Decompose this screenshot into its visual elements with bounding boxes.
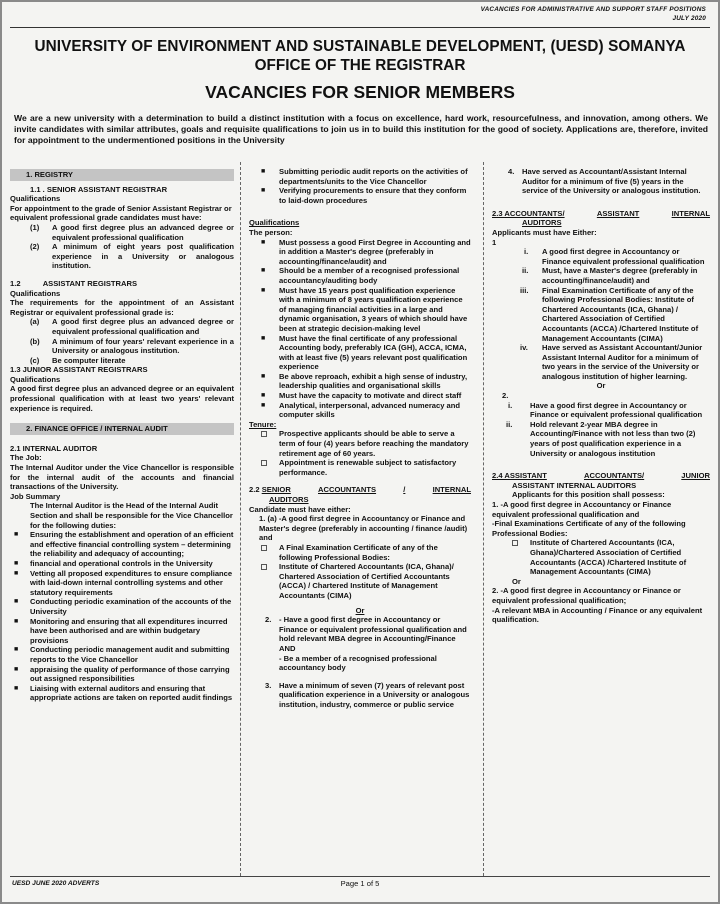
- item-text: - Have a good first degree in Accountancy or Finance or equivalent professional qualification and hold relevant MBA degree in Accounting/Finance AND: [279, 615, 467, 653]
- paragraph: Applicants must have Either:: [492, 227, 597, 237]
- list-item: [249, 372, 471, 391]
- list-item: [10, 559, 234, 569]
- list-item: [492, 420, 710, 458]
- item-text: A minimum of eight years post qualification experience in a University or analogous institution.: [52, 242, 234, 271]
- item-text: appraising the quality of performance of those carrying out assigned responsibilities: [30, 664, 230, 684]
- item-text: - Be a member of a recognised professional accountancy body: [279, 653, 437, 673]
- item-text: Vetting all proposed expenditures to ensure compliance with laid-down internal controlling systems and other statutory requirements: [30, 568, 233, 597]
- list-item: [10, 223, 234, 242]
- bullet-icon: ■: [14, 569, 19, 577]
- list-item: [249, 238, 471, 267]
- subsection-title: 1.1 . SENIOR ASSISTANT REGISTRAR: [30, 184, 168, 194]
- item-text: Ensuring the establishment and operation of an efficient and effective financial controlling system – determining the reliability and adequacy of accounting;: [30, 530, 234, 559]
- list-item: [10, 317, 234, 336]
- list-item: [10, 665, 234, 684]
- bullet-icon: ■: [261, 372, 266, 380]
- checkbox-icon: [261, 460, 267, 466]
- or-separator: Or: [512, 576, 521, 586]
- bullet-icon: ■: [261, 334, 266, 342]
- bullet-icon: ■: [261, 392, 266, 400]
- item-text: Be computer literate: [52, 355, 126, 365]
- footer-label: UESD JUNE 2020 ADVERTS: [12, 880, 100, 887]
- top-header-line1: VACANCIES FOR ADMINISTRATIVE AND SUPPORT STAFF POSITIONS: [480, 6, 706, 13]
- subsection-label: ASSISTANT REGISTRARS: [42, 278, 138, 288]
- item-text: Submitting periodic audit reports on the activities of departments/units to the Vice Chancellor: [279, 167, 468, 186]
- list-item: [249, 458, 471, 477]
- list-item: [492, 247, 710, 266]
- section-heading-registry: 1. REGISTRY: [10, 169, 234, 181]
- checkbox-icon: [261, 431, 267, 437]
- subsection-title: [492, 209, 710, 219]
- item-text: Institute of Chartered Accountants (ICA, Ghana)/ Chartered Association of Certified Accountants (ACCA) / Chartered Institute of Management Accountants (CIMA): [279, 562, 454, 600]
- top-rule: [10, 27, 710, 28]
- item-number: (a): [30, 317, 40, 327]
- item-text: Have a minimum of seven (7) years of relevant post qualification experience in a University or analogous institution, industry, commerce or public service: [279, 680, 470, 709]
- list-item: [492, 401, 710, 420]
- list-item: [249, 334, 471, 372]
- subsection-word: INTERNAL: [432, 485, 471, 495]
- paragraph: For appointment to the grade of Senior Assistant Registrar or equivalent professional grade candidates must have:: [10, 203, 232, 223]
- or-separator: Or: [596, 381, 606, 391]
- list-item: [249, 562, 471, 600]
- item-text: -Final Examinations Certificate of any of the following Professional Bodies:: [492, 519, 686, 538]
- checkbox-icon: [512, 540, 518, 546]
- bullet-icon: ■: [14, 559, 19, 567]
- subsection-word: ASSISTANT INTERNAL AUDITORS: [512, 480, 637, 490]
- item-number: 3.: [265, 680, 272, 690]
- tenure-label: Tenure:: [249, 419, 277, 429]
- item-text: Institute of Chartered Accountants (ICA, Ghana)/Chartered Association of Certified Accountants (ACCA) /Chartered Institute of Management Accountants (CIMA): [530, 538, 687, 577]
- column-divider: [240, 162, 241, 876]
- list-item: [249, 286, 471, 334]
- top-header: [481, 6, 706, 23]
- item-number: ii.: [522, 266, 529, 276]
- list-item: [10, 242, 234, 271]
- item-number: iv.: [520, 343, 528, 353]
- subsection-title: 2.1 INTERNAL AUDITOR: [10, 443, 98, 453]
- qualifications-label: Qualifications: [249, 218, 300, 228]
- item-number: i.: [508, 400, 513, 410]
- item-text: A minimum of four years' relevant experience in a University or analogous institution.: [52, 336, 234, 356]
- item-number: (b): [30, 336, 40, 346]
- subsection-word: 2.4 ASSISTANT: [492, 471, 547, 481]
- column-divider: [483, 162, 484, 876]
- subsection-word: 2.3 ACCOUNTANTS/: [492, 208, 565, 218]
- bottom-rule: [10, 876, 710, 877]
- list-item: [249, 391, 471, 401]
- item-text: Final Examination Certificate of any of the following Professional Bodies: Institute of Chartered Accountants (ICA, Ghana) / Chartered Association of Certified Accountants (ACCA) /Chartered Institute of Management Accountants (CIMA): [542, 285, 699, 343]
- item-number: ii.: [506, 419, 513, 429]
- bullet-icon: ■: [14, 646, 19, 654]
- item-text: Analytical, interpersonal, advanced numeracy and computer skills: [279, 400, 461, 420]
- page-title: VACANCIES FOR SENIOR MEMBERS: [205, 82, 515, 102]
- item-text: Should be a member of a recognised professional accountancy/auditing body: [279, 266, 460, 285]
- subsection-word: INTERNAL: [671, 208, 710, 218]
- subsection-word: /: [403, 485, 406, 495]
- paragraph: Candidate must have either:: [249, 504, 351, 514]
- list-item: [10, 617, 234, 646]
- item-text: Hold relevant 2-year MBA degree in Accounting/Finance with not less than two (2) years of post qualification experience in a University or analogous institution: [530, 419, 696, 458]
- list-item: [249, 401, 471, 420]
- item-text: Liaising with external auditors and ensuring that appropriate actions are taken on reported audit findings: [30, 683, 233, 703]
- item-text: Conducting periodic management audit and submitting reports to the Vice Chancellor: [30, 645, 230, 664]
- column-right: [492, 167, 710, 625]
- item-number: (1): [30, 222, 40, 232]
- item-text: Be above reproach, exhibit a high sense of industry, leadership qualities and organisational skills: [279, 371, 468, 391]
- item-text: Must, have a Master's degree (preferably in accounting/finance/audit) and: [542, 266, 698, 285]
- subsection-title: [10, 279, 234, 289]
- group-number: 1: [492, 237, 497, 247]
- item-text: Monitoring and ensuring that all expenditures incurred have been authorised and are within budgetary provisions: [30, 616, 228, 645]
- person-label: The person:: [249, 227, 293, 237]
- institution-title: UNIVERSITY OF ENVIRONMENT AND SUSTAINABLE DEVELOPMENT, (UESD) SOMANYA: [34, 38, 686, 55]
- list-item: [10, 597, 234, 616]
- list-item: 1. -A good first degree in Accountancy or Finance equivalent professional qualification and: [492, 500, 672, 519]
- item-text: A Final Examination Certificate of any of the following Professional Bodies:: [279, 542, 438, 562]
- item-number: iii.: [520, 285, 529, 295]
- item-text: Have served as Accountant/Assistant Internal Auditor for a minimum of five (5) years in the service of the University or analogous institution.: [522, 167, 701, 196]
- subsection-title: [492, 471, 710, 481]
- list-item: [10, 337, 234, 356]
- list-item: [249, 681, 471, 710]
- list-item: [10, 684, 234, 703]
- page-number: Page 1 of 5: [340, 879, 380, 888]
- list-item: [10, 356, 234, 366]
- list-item: [10, 645, 234, 664]
- job-label: The Job:: [10, 453, 42, 463]
- item-number: (2): [30, 242, 40, 252]
- list-item: [492, 286, 710, 344]
- job-summary-label: Job Summary: [10, 491, 61, 501]
- qualifications-label: Qualifications: [10, 374, 61, 384]
- paragraph: A good first degree plus an advanced degree or an equivalent professional qualification with at least two years' relevant experience is required.: [10, 384, 234, 413]
- item-text: Must have the capacity to motivate and direct staff: [279, 391, 462, 401]
- item-number: i.: [524, 247, 529, 257]
- item-text: Must have 15 years post qualification experience with a minimum of 8 years qualification experience of managing financial activities in a large and dynamic organisation, 3 years of which should have been at strategic decision-making level: [279, 285, 468, 333]
- section-heading-finance: 2. FINANCE OFFICE / INTERNAL AUDIT: [10, 423, 234, 435]
- list-item: 2. -A good first degree in Accountancy or Finance or equivalent professional qualification;: [492, 586, 681, 605]
- intro-paragraph: We are a new university with a determination to build a distinct institution with a focus on excellence, hard work, resourcefulness, and innovation, among others. We invite candidates with similar attributes, goals and requisite qualifications to join us in to build this institution for the good of society. Applications are, therefore, invited for appointment to the undermentioned positions in the University: [14, 113, 708, 146]
- item-text: Verifying procurements to ensure that they conform to laid-down procedures: [279, 186, 467, 205]
- subsection-number: 2.2: [249, 485, 260, 495]
- column-left: [10, 167, 234, 703]
- list-item: [249, 186, 471, 205]
- list-item: [249, 543, 471, 562]
- bullet-icon: ■: [261, 238, 266, 246]
- paragraph: Applicants for this position shall possess:: [512, 490, 665, 500]
- list-item: 1. (a) -A good first degree in Accountancy or Finance and Master's degree (preferably in accounting / finance /audit) and: [259, 514, 468, 543]
- subsection-title: 1.3 JUNIOR ASSISTANT REGISTRARS: [10, 365, 148, 375]
- list-item: [10, 569, 234, 598]
- bullet-icon: ■: [261, 187, 266, 195]
- subsection-word: AUDITORS: [269, 495, 309, 504]
- paragraph: The requirements for the appointment of an Assistant Registrar or equivalent professional grade is:: [10, 298, 234, 317]
- item-text: Must possess a good First Degree in Accounting and in addition a Master's degree (preferably in accounting/finance/audit) and: [279, 237, 471, 266]
- bullet-icon: ■: [261, 168, 266, 175]
- item-number: (c): [30, 355, 40, 365]
- office-title: OFFICE OF THE REGISTRAR: [254, 57, 466, 74]
- list-item: [10, 530, 234, 559]
- or-separator: Or: [355, 605, 365, 615]
- paragraph: The Internal Auditor is the Head of the Internal Audit Section and shall be responsible for the Vice Chancellor for the following duties:: [30, 501, 233, 530]
- paragraph: The Internal Auditor under the Vice Chancellor is responsible for the internal audit of the accounts and financial transactions of the University.: [10, 463, 234, 492]
- list-item: [249, 429, 471, 458]
- list-item: [249, 167, 471, 186]
- subsection-word: ACCOUNTANTS: [318, 485, 377, 495]
- subsection-number: 1.2: [10, 278, 21, 288]
- list-item: [492, 538, 710, 576]
- top-header-line2: JULY 2020: [672, 14, 706, 22]
- bullet-icon: ■: [14, 617, 19, 625]
- qualifications-label: Qualifications: [10, 288, 61, 298]
- bullet-icon: ■: [14, 598, 19, 606]
- item-number: 2.: [265, 615, 272, 625]
- bullet-icon: ■: [261, 401, 266, 409]
- bullet-icon: ■: [261, 286, 266, 294]
- column-middle: [249, 167, 471, 709]
- item-text: Appointment is renewable subject to satisfactory performance.: [279, 458, 457, 477]
- subsection-word: SENIOR: [261, 485, 291, 495]
- list-item: [249, 266, 471, 285]
- item-text: Conducting periodic examination of the accounts of the University: [30, 597, 232, 616]
- list-item: [492, 343, 710, 381]
- subsection-word: JUNIOR: [681, 471, 710, 481]
- item-text: A good first degree plus an advanced degree or equivalent professional qualification: [52, 222, 234, 242]
- qualifications-label: Qualifications: [10, 194, 61, 204]
- subsection-title: [249, 485, 471, 495]
- bullet-icon: ■: [14, 665, 19, 673]
- document-page: [2, 2, 718, 902]
- item-text: Have a good first degree in Accountancy or Finance or equivalent professional qualification: [530, 400, 703, 420]
- item-text: A good first degree plus an advanced degree or equivalent professional qualification and: [52, 317, 234, 336]
- bullet-icon: ■: [14, 531, 19, 539]
- list-item: [492, 266, 710, 285]
- item-text: A good first degree in Accountancy or Finance equivalent professional qualification: [542, 247, 705, 266]
- item-text: Must have the final certificate of any professional Accounting body, preferably ICA (GH), ACCA, ICMA, with at least five (5) years relevant post qualification experience: [279, 333, 468, 372]
- item-text: financial and operational controls in the University: [30, 558, 213, 568]
- subsection-word: ACCOUNTANTS/: [583, 471, 645, 481]
- item-text: -A relevant MBA in Accounting / Finance or any equivalent qualification.: [492, 605, 703, 625]
- bullet-icon: ■: [261, 267, 266, 275]
- item-text: Prospective applicants should be able to serve a term of four (4) years before reaching the mandatory retirement age of 60 years.: [279, 429, 469, 458]
- item-text: Have served as Assistant Accountant/Junior Assistant Internal Auditor for a minimum of two years in the service of the University or analogous institution of higher learning.: [542, 343, 703, 381]
- item-number: 4.: [508, 167, 515, 176]
- checkbox-icon: [261, 545, 267, 551]
- list-item: [492, 167, 710, 196]
- group-number: 2.: [502, 391, 509, 401]
- checkbox-icon: [261, 564, 267, 570]
- subsection-word: AUDITORS: [522, 218, 562, 228]
- list-item: [249, 615, 471, 653]
- subsection-word: ASSISTANT: [596, 208, 640, 218]
- bullet-icon: ■: [14, 684, 19, 692]
